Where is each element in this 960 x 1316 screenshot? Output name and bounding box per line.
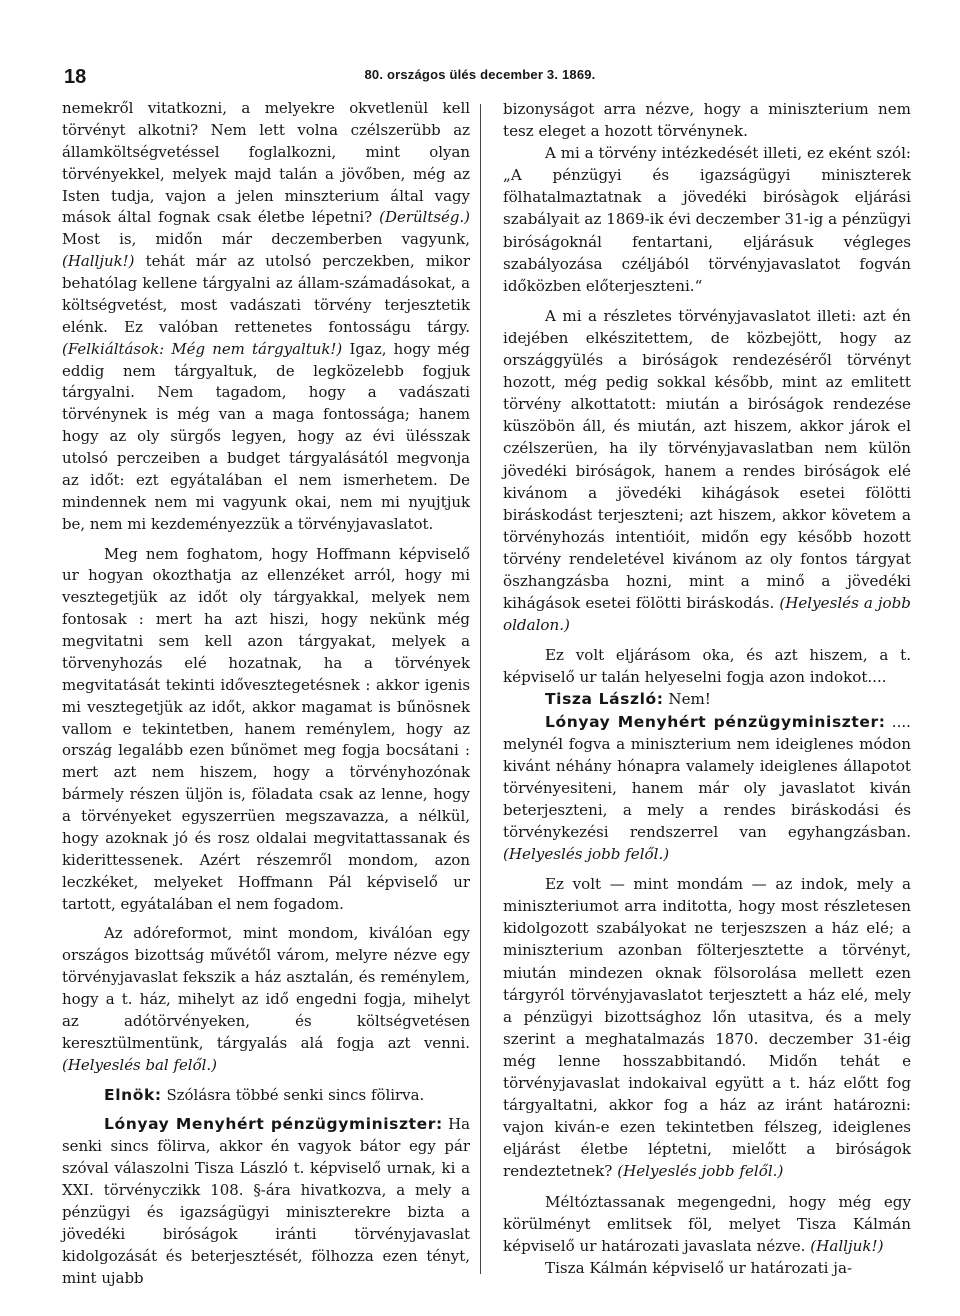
interjection: (Helyeslés jobb felől.) — [503, 845, 670, 864]
interjection: (Felkiáltások: Még nem tárgyaltuk!) — [62, 339, 343, 358]
page-number: 18 — [64, 66, 87, 88]
paragraph: Tisza László: Nem! — [545, 690, 711, 709]
paragraph: A mi a részletes törvényjavaslatot illeti: azt én idejében elkészitettem, de közbejött, hogy az országgyülés a biróságok rendezéséről törvényt hozott, még pedig sokkal később, mint az emlitett törvény alkottatott: miután a biróságok rendezése küszöbön áll, és miután, azt hiszem, akkor járok el czélszerüen, ha ily törvényjavaslatban nem külön jövedéki biróságok, hanem a rendes biróságok elé kivánom a jövedéki kihágások esetei fölötti biráskodást terjeszteni; azt hiszem, akkor követem a törvényhozás intentióit, midőn egy később hozott törvény rendeletével kivánom az oly fontos tárgyat öszhangzásba hozni, mint a minő a jövedéki kihágások esetei fölötti biráskodás. (Helyeslés a jobb oldalon.) — [503, 306, 911, 635]
paragraph: nemekről vitatkozni, a melyekre okvetlenül kell törvényt alkotni? Nem lett volna czélszerübb az államköltségvetéssel foglalkozni, mint olyan törvényekkel, melyek majd talán a jövőben, még az Isten tudja, vajon a jelen minszterium által vagy mások által fognak csak életbe lépetni? (Derültség.) Most is, midőn már deczemberben vagyunk, (Halljuk!) tehát már az utolsó perczekben, mikor behatólag kellene tárgyalni az állam-számadásokat, a költségvetést, most vadászati törvény terjesztetik elénk. Ez valóban rettenetes fontosságu tárgy. (Felkiáltások: Még nem tárgyaltuk!) Igaz, hogy még eddig nem tárgyaltuk, de legközelebb fogjuk tárgyalni. Nem tagadom, hogy a vadászati törvénynek is még van a maga fontossága; hanem hogy az oly sürgős legyen, hogy az évi ülésszak utolsó perczeiben a budget tárgyalásától megvonja az időt: ezt egyátalában el nem ismerhetem. De mindennek nem mi vagyunk okai, nem mi nyujtjuk be, nem mi kezdeményezzük a törvényjavaslatot. — [62, 99, 471, 533]
paragraph: Tisza Kálmán képviselő ur határozati ja- — [545, 1258, 853, 1277]
paragraph: Az adóreformot, mint mondom, kiválóan egy országos bizottság művétől várom, melyre nézve egy törvényjavaslat fekszik a ház asztalán, és reménylem, hogy a t. ház, mihelyt az idő engedni fogja, mihelyt az adótörvényeken, és költségvetésen keresztülmentünk, tárgyalás alá fogja azt venni. (Helyeslés bal felől.) — [62, 924, 470, 1074]
interjection: (Halljuk!) — [62, 252, 135, 271]
paragraph: Lónyay Menyhért pénzügyminiszter: Ha senki sincs fölirva, akkor én vagyok bátor egy pár szóval válaszolni Tisza László t. képviselő urnak, ki a XXI. törvényczikk 108. §-ára hivatkozva, a mely a pénzügyi és igazságügyi miniszterekre bizta a jövedéki biróságok iránti törvényjavaslat kidolgozását és beterjesztését, fölhozza ezen tényt, mint ujabb — [62, 1115, 470, 1287]
running-header: 80. országos ülés december 3. 1869. — [364, 67, 596, 82]
paragraph: A mi a törvény intézkedését illeti, ez eként szól: „A pénzügyi és igazságügyi miniszterek fölhatalmaztatnak a jövedéki birósàgok eljárási szabályait az 1869-ik évi deczember 31-ig a pénzügyi biróságoknál fentartani, eljárásuk végleges szabályozása czéljából törvényjavaslatot fogván időközben előterjeszteni.“ — [503, 144, 911, 295]
paragraph: Meg nem foghatom, hogy Hoffmann képviselő ur hogyan okozthatja az ellenzéket arról, hogy mi vesztegetjük az időt oly tárgyakkal, melyek nem fontosak : mert ha azt hiszi, hogy nekünk még megvitatni sem kell azon tárgyakat, melyek a törvenyhozás elé hozatnak, ha a törvények megvitatását tekinti idővesztegetésnek : akkor igenis mi vesztegetjük az időt, akkor magamat is bűnösnek vallom e tekintetben, hanem reménylem, hogy az ország legalább ezen bűnömet meg fogja bocsátani : mert azt nem hiszem, hogy a törvényhozónak bármely részen üljön is, föladata csak az lenne, hogy a törvényeket egyszerrüen megszavazza, a nélkül, hogy azoknak jó és rosz oldalai megvitattassanak és kiderittessenek. Azért részemről mondom, azon leczkéket, melyeket Hoffmann Pál képviselő ur tartott, egyátalában el nem fogadom. — [62, 544, 470, 913]
speaker-name: Elnök: — [104, 1085, 162, 1104]
paragraph: Méltóztassanak megengedni, hogy még egy körülményt emlitsek föl, melyet Tisza Kálmán képviselő ur határozati javaslata nézve. (Halljuk!) — [503, 1192, 911, 1255]
interjection: (Helyeslés a jobb oldalon.) — [503, 594, 911, 635]
interjection: (Halljuk!) — [810, 1236, 884, 1255]
interjection: (Helyeslés bal felől.) — [62, 1055, 217, 1074]
paragraph: Elnök: Szólásra többé senki sincs fölirva. — [104, 1085, 425, 1104]
paragraph: Ez volt — mint mondám — az indok, mely a miniszteriumot arra inditotta, hogy most részletesen kidolgozott szabályokat ne terjeszszen a ház elé; a miniszterium azonban fölterjesztette a törvényt, miután mindezen oknak fölsorolása mellett ezen tárgyról törvényjavaslatot terjesztett a ház elé, mely a pénzügyi bizottsághoz lőn utasitva, és a mely szerint a meghatalmazás 1870. deczember 31-éig még lenne hosszabbitandó. Midőn tehát e törvényjavaslat indokaival együtt a t. ház előtt fog tárgyaltatni, akkor fog a ház az iránt határozni: vajon kiván-e ezen tekintetben félszeg, ideiglenes eljárást életbe léptetni, mielőtt a biróságok rendeztetnek? (Helyeslés jobb felől.) — [503, 875, 911, 1181]
speaker-name: Lónyay Menyhért pénzügyminiszter: — [104, 1115, 443, 1134]
interjection: (Helyeslés jobb felől.) — [617, 1162, 784, 1181]
paragraph: bizonyságot arra nézve, hogy a miniszterium nem tesz eleget a hozott törvénynek. — [503, 100, 911, 141]
right-column — [503, 98, 911, 1279]
paragraph: Ez volt eljárásom oka, és azt hiszem, a t. képviselő ur talán helyeselni fogja azon indokot.... — [503, 646, 911, 687]
paragraph: Lónyay Menyhért pénzügyminiszter: .... melynél fogva a miniszterium nem ideiglenes módon kivánt néhány hónapra valamely ideiglenes állapotot törvényesiteni, hanem már oly javaslatot kiván beterjeszteni, a mely a rendes biráskodási és törvénykezési rendszerrel van egyhangzásban. (Helyeslés jobb felől.) — [503, 712, 911, 864]
column-divider — [480, 104, 481, 1274]
interjection: (Derültség.) — [379, 208, 470, 227]
speaker-name: Lónyay Menyhért pénzügyminiszter: — [545, 712, 886, 731]
left-column — [62, 98, 470, 1289]
speaker-name: Tisza László: — [545, 690, 664, 709]
